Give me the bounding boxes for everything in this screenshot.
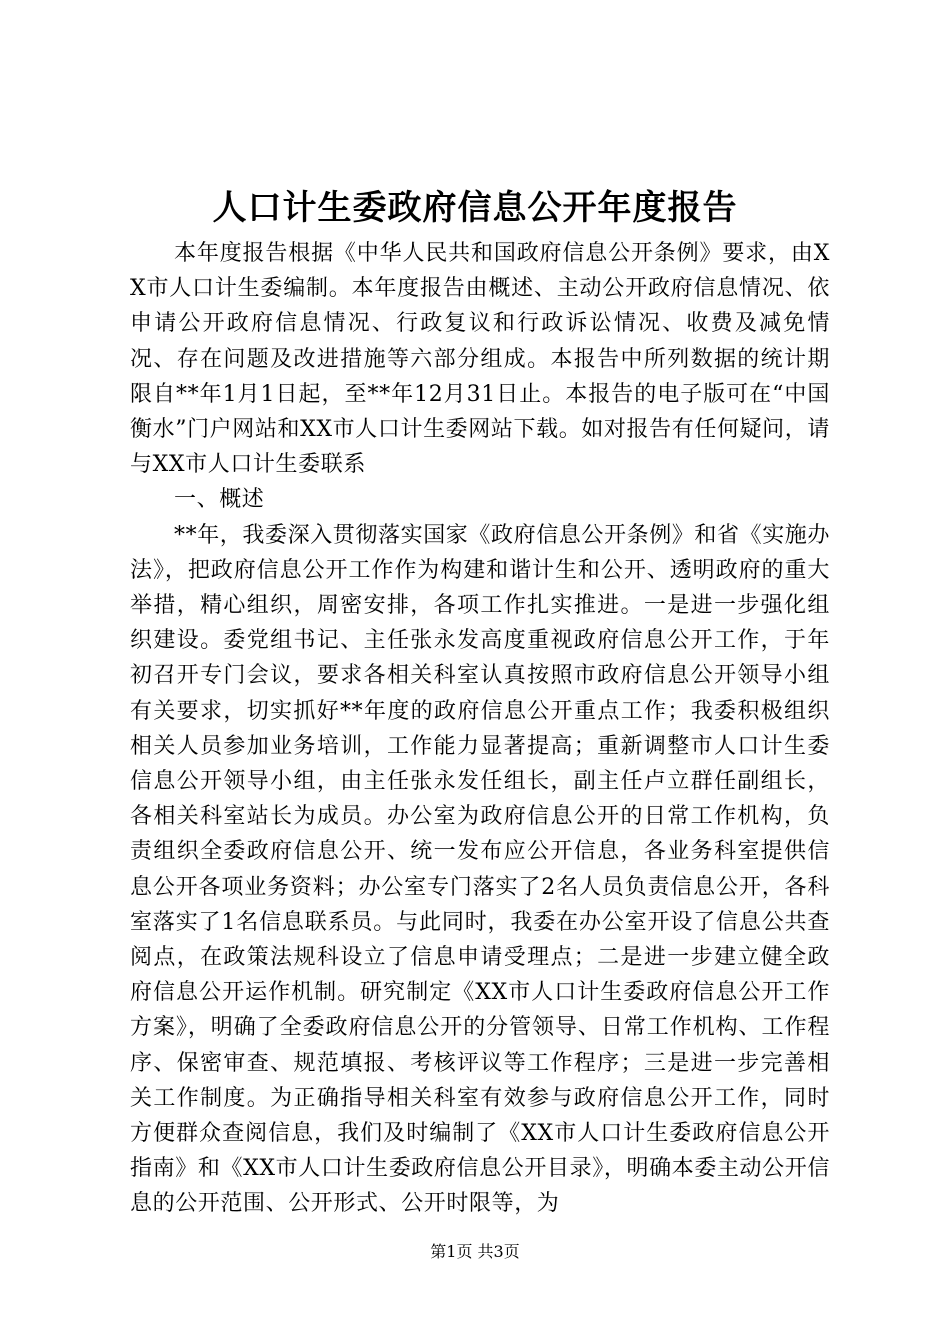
overview-paragraph: **年，我委深入贯彻落实国家《政府信息公开条例》和省《实施办法》，把政府信息公开工作作为构建和谐计生和公开、透明政府的重大举措，精心组织，周密安排，各项工作扎实推进。一是进一步强化组织建设。委党组书记、主任张永发高度重视政府信息公开工作，于年初召开专门会议，要求各相关科室认真按照市政府信息公开领导小组有关要求，切实抓好**年度的政府信息公开重点工作；我委积极组织相关人员参加业务培训，工作能力显著提高；重新调整市人口计生委信息公开领导小组，由主任张永发任组长，副主任卢立群任副组长，各相关科室站长为成员。办公室为政府信息公开的日常工作机构，负责组织全委政府信息公开、统一发布应公开信息，各业务科室提供信息公开各项业务资料；办公室专门落实了2名人员负责信息公开，各科室落实了1名信息联系员。与此同时，我委在办公室开设了信息公共查阅点，在政策法规科设立了信息申请受理点；二是进一步建立健全政府信息公开运作机制。研究制定《XX市人口计生委政府信息公开工作方案》，明确了全委政府信息公开的分管领导、日常工作机构、工作程序、保密审查、规范填报、考核评议等工作程序；三是进一步完善相关工作制度。为正确指导相关科室有效参与政府信息公开工作，同时方便群众查阅信息，我们及时编制了《XX市人口计生委政府信息公开指南》和《XX市人口计生委政府信息公开目录》，明确本委主动公开信息的公开范围、公开形式、公开时限等，为 xyxy=(130,522,831,1217)
document-body xyxy=(130,236,830,1222)
page-footer: 第1页 共3页 xyxy=(430,1242,520,1261)
intro-paragraph: 本年度报告根据《中华人民共和国政府信息公开条例》要求，由XX市人口计生委编制。本年度报告由概述、主动公开政府信息情况、依申请公开政府信息情况、行政复议和行政诉讼情况、收费及减免情况、存在问题及改进措施等六部分组成。本报告中所列数据的统计期限自**年1月1日起，至**年12月31日止。本报告的电子版可在“中国衡水”门户网站和XX市人口计生委网站下载。如对报告有任何疑问，请与XX市人口计生委联系 xyxy=(130,241,830,478)
section-heading-overview: 一、概述 xyxy=(174,487,265,513)
document-title: 人口计生委政府信息公开年度报告 xyxy=(212,188,738,228)
